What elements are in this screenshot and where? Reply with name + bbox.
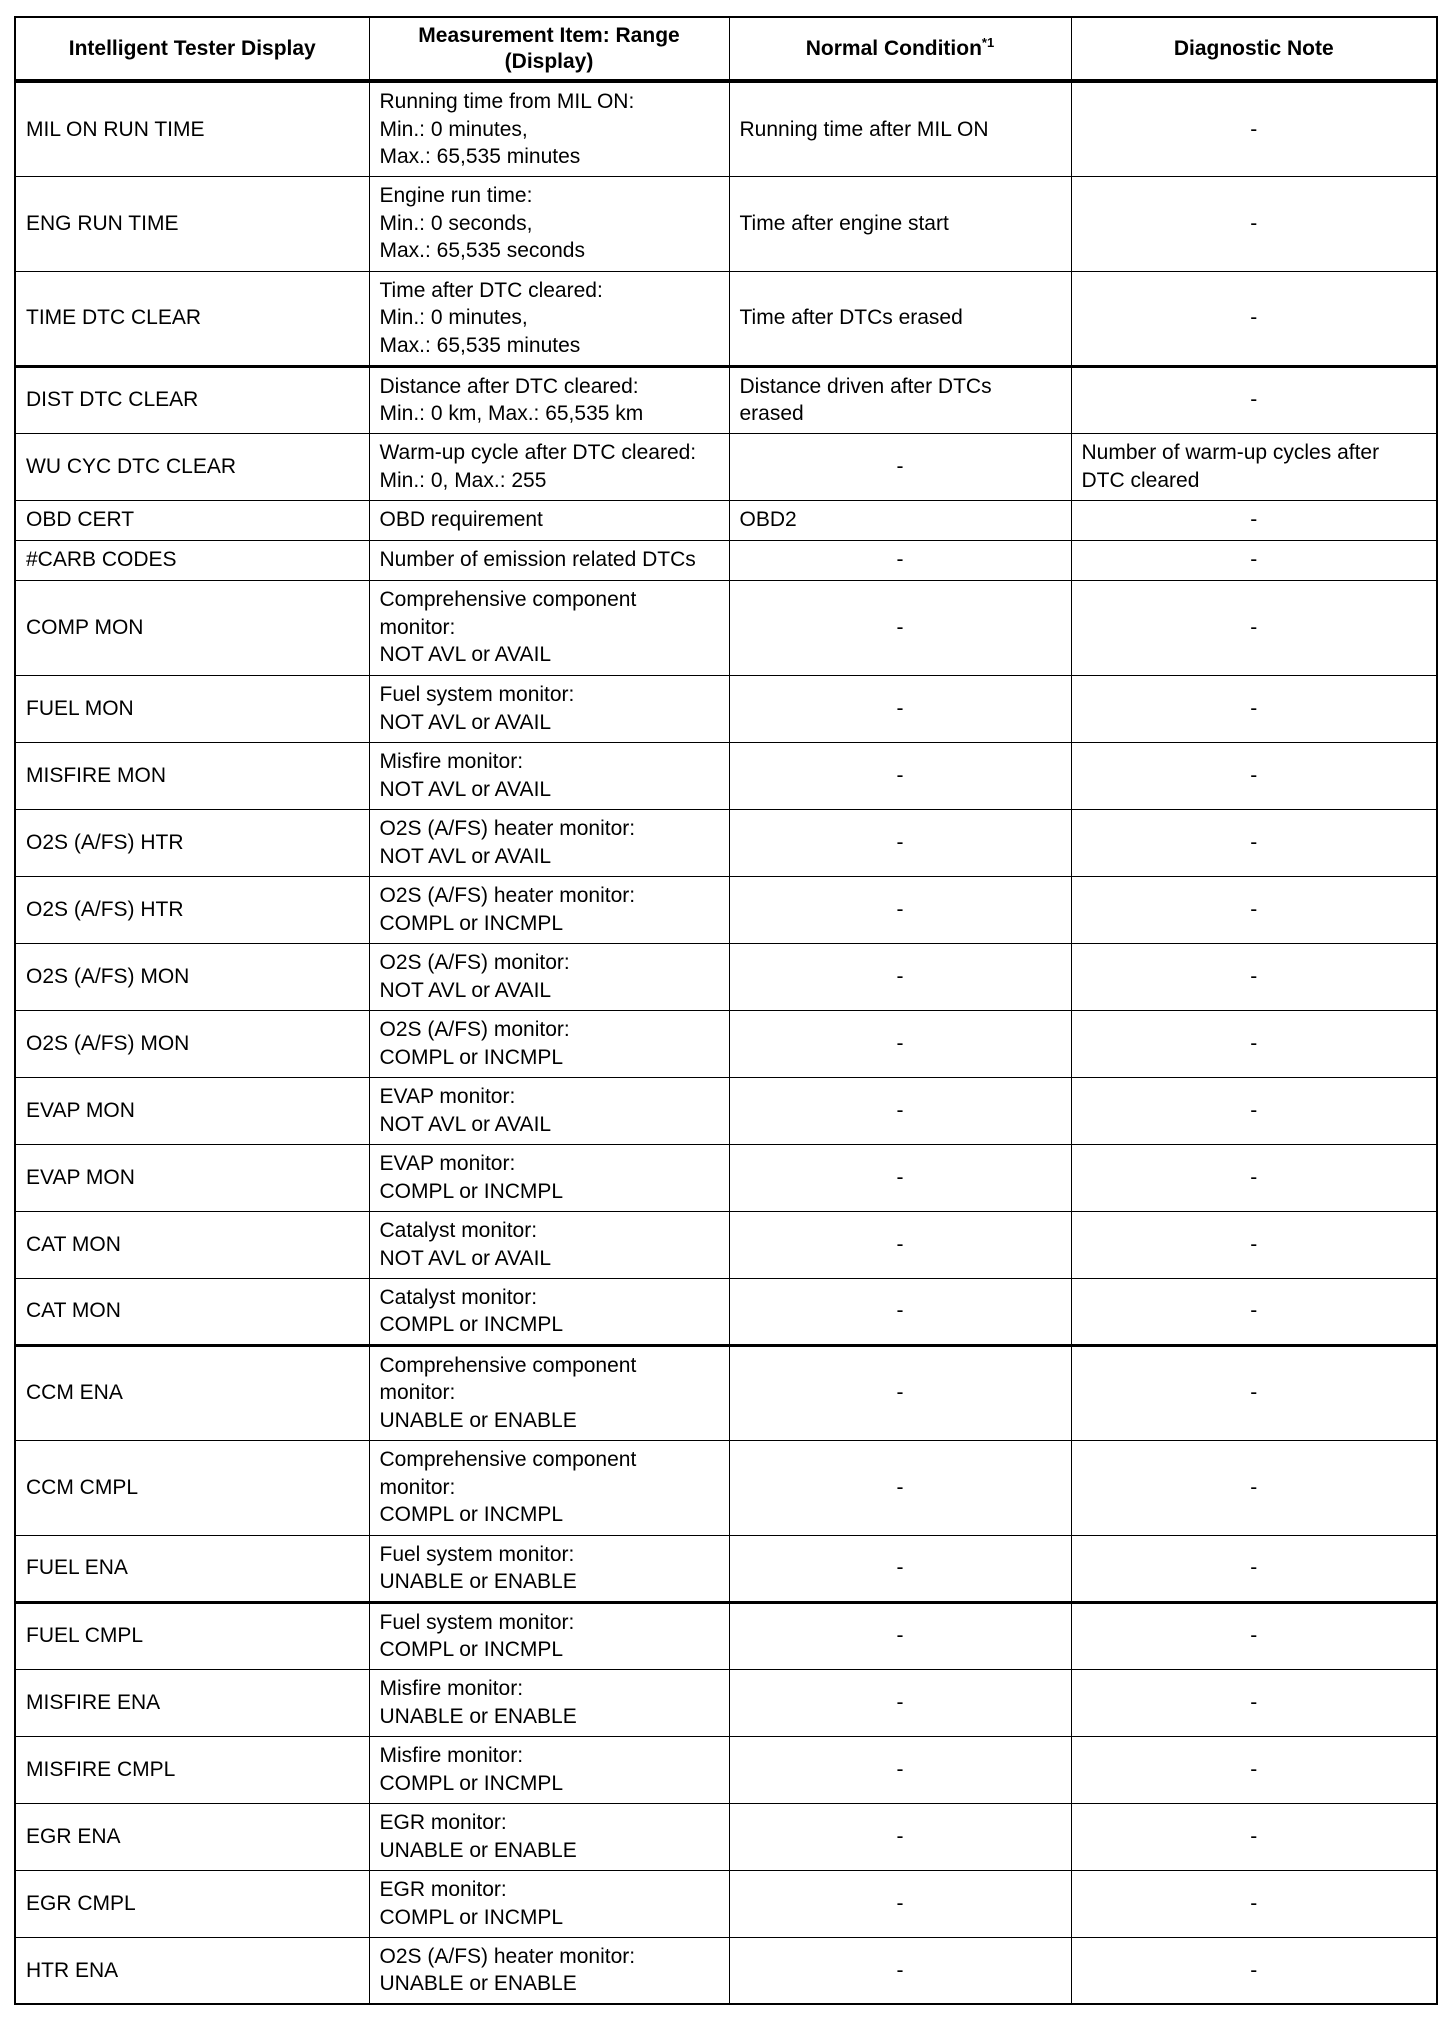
range-line: Engine run time: (379, 184, 533, 208)
cell-diagnostic-note: - (1071, 366, 1437, 433)
cell-measurement-range (369, 540, 729, 580)
range-line: Misfire monitor: (379, 1677, 524, 1700)
cell-diagnostic-note: - (1071, 540, 1437, 580)
range-line: Min.: 0 seconds, (379, 211, 533, 235)
cell-normal-condition: - (729, 1440, 1071, 1535)
range-line: COMPL or INCMPL (379, 1503, 564, 1527)
cell-normal-condition: Running time after MIL ON (729, 81, 1071, 176)
cell-tester-display: DIST DTC CLEAR (15, 366, 369, 433)
cell-diagnostic-note: - (1071, 876, 1437, 943)
range-line: Number of emission related DTCs (379, 548, 696, 572)
cell-tester-display: EGR ENA (15, 1803, 369, 1870)
cell-tester-display: OBD CERT (15, 500, 369, 540)
table-row (15, 675, 1437, 742)
range-line: EGR monitor: (379, 1811, 507, 1834)
range-line: O2S (A/FS) heater monitor: (379, 884, 636, 907)
range-line: O2S (A/FS) heater monitor: (379, 1944, 636, 1968)
cell-diagnostic-note: - (1071, 1669, 1437, 1736)
cell-diagnostic-note: - (1071, 742, 1437, 809)
cell-normal-condition: - (729, 675, 1071, 742)
table-row (15, 540, 1437, 580)
cell-diagnostic-note: - (1071, 81, 1437, 176)
range-line: Max.: 65,535 seconds (379, 239, 585, 263)
cell-measurement-range (369, 176, 729, 271)
range-line: Misfire monitor: (379, 750, 524, 773)
cell-diagnostic-note: - (1071, 1535, 1437, 1602)
cell-normal-condition: - (729, 876, 1071, 943)
table-row (15, 1803, 1437, 1870)
cell-tester-display: FUEL CMPL (15, 1602, 369, 1669)
cell-measurement-range (369, 1937, 729, 2004)
cell-tester-display: O2S (A/FS) HTR (15, 876, 369, 943)
range-line: monitor: (379, 1475, 456, 1499)
cell-measurement-range (369, 742, 729, 809)
range-line: NOT AVL or AVAIL (379, 844, 552, 868)
cell-normal-condition: - (729, 742, 1071, 809)
range-line: Max.: 65,535 minutes (379, 145, 581, 168)
table-row (15, 271, 1437, 366)
table-row (15, 176, 1437, 271)
range-line: Distance after DTC cleared: (379, 374, 639, 398)
cell-tester-display: HTR ENA (15, 1937, 369, 2004)
range-line: Fuel system monitor: (379, 683, 575, 706)
cell-measurement-range (369, 1602, 729, 1669)
cell-tester-display: EGR CMPL (15, 1870, 369, 1937)
range-line: COMPL or INCMPL (379, 1045, 564, 1069)
cell-tester-display: WU CYC DTC CLEAR (15, 433, 369, 500)
table-row (15, 1144, 1437, 1211)
cell-tester-display: ENG RUN TIME (15, 176, 369, 271)
cell-measurement-range (369, 809, 729, 876)
range-line: EVAP monitor: (379, 1085, 516, 1108)
range-line: COMPL or INCMPL (379, 1638, 564, 1661)
table-row (15, 366, 1437, 433)
table-row (15, 1870, 1437, 1937)
cell-normal-condition: Time after engine start (729, 176, 1071, 271)
cell-measurement-range (369, 1345, 729, 1440)
cell-tester-display: CAT MON (15, 1211, 369, 1278)
cell-normal-condition: - (729, 1144, 1071, 1211)
cell-diagnostic-note: - (1071, 1010, 1437, 1077)
cell-tester-display: CCM ENA (15, 1345, 369, 1440)
range-line: UNABLE or ENABLE (379, 1972, 577, 1996)
range-line: COMPL or INCMPL (379, 1771, 564, 1795)
cell-normal-condition: - (729, 1803, 1071, 1870)
cell-diagnostic-note: - (1071, 943, 1437, 1010)
cell-diagnostic-note: - (1071, 1736, 1437, 1803)
cell-diagnostic-note: - (1071, 1803, 1437, 1870)
cell-normal-condition: - (729, 1278, 1071, 1345)
data-list-sheet (14, 16, 1436, 2005)
range-line: Running time from MIL ON: (379, 90, 635, 113)
cell-measurement-range (369, 500, 729, 540)
range-line: EVAP monitor: (379, 1152, 516, 1175)
cell-tester-display: FUEL ENA (15, 1535, 369, 1602)
cell-tester-display: O2S (A/FS) MON (15, 1010, 369, 1077)
range-line: Fuel system monitor: (379, 1610, 575, 1634)
cell-normal-condition: - (729, 433, 1071, 500)
cell-normal-condition: - (729, 1010, 1071, 1077)
cell-measurement-range (369, 943, 729, 1010)
data-list-table (14, 16, 1438, 2005)
cell-normal-condition: - (729, 540, 1071, 580)
cell-normal-condition: - (729, 580, 1071, 675)
cell-diagnostic-note: - (1071, 271, 1437, 366)
cell-tester-display: O2S (A/FS) HTR (15, 809, 369, 876)
table-row (15, 809, 1437, 876)
cell-normal-condition: - (729, 1077, 1071, 1144)
cell-normal-condition: - (729, 943, 1071, 1010)
range-line: UNABLE or ENABLE (379, 1838, 577, 1862)
cell-normal-condition: - (729, 809, 1071, 876)
cell-measurement-range (369, 1669, 729, 1736)
range-line: UNABLE or ENABLE (379, 1570, 577, 1593)
cell-diagnostic-note: - (1071, 1211, 1437, 1278)
range-line: Comprehensive component (379, 1448, 637, 1472)
range-line: Min.: 0 minutes, (379, 117, 528, 141)
cell-tester-display: COMP MON (15, 580, 369, 675)
range-line: Warm-up cycle after DTC cleared: (379, 441, 697, 464)
cell-normal-condition: - (729, 1937, 1071, 2004)
range-line: O2S (A/FS) monitor: (379, 1018, 570, 1041)
footnote-marker: *1 (981, 34, 995, 50)
cell-measurement-range (369, 271, 729, 366)
table-row (15, 1077, 1437, 1144)
table-row (15, 500, 1437, 540)
cell-diagnostic-note: - (1071, 1144, 1437, 1211)
cell-measurement-range (369, 81, 729, 176)
cell-tester-display: FUEL MON (15, 675, 369, 742)
cell-tester-display: O2S (A/FS) MON (15, 943, 369, 1010)
range-line: Catalyst monitor: (379, 1219, 538, 1242)
range-line: monitor: (379, 615, 456, 639)
header-measurement-line1: Measurement Item: Range (418, 23, 680, 47)
cell-measurement-range (369, 1144, 729, 1211)
range-line: Min.: 0 km, Max.: 65,535 km (379, 402, 644, 425)
cell-measurement-range (369, 580, 729, 675)
cell-diagnostic-note: - (1071, 176, 1437, 271)
cell-normal-condition: - (729, 1870, 1071, 1937)
cell-tester-display: CCM CMPL (15, 1440, 369, 1535)
range-line: Fuel system monitor: (379, 1542, 575, 1566)
range-line: Misfire monitor: (379, 1744, 524, 1767)
cell-tester-display: MIL ON RUN TIME (15, 81, 369, 176)
cell-measurement-range (369, 1535, 729, 1602)
range-line: EGR monitor: (379, 1878, 507, 1901)
range-line: Max.: 65,535 minutes (379, 333, 581, 357)
table-body (15, 81, 1437, 2004)
range-line: COMPL or INCMPL (379, 1905, 564, 1929)
range-line: NOT AVL or AVAIL (379, 1246, 552, 1270)
cell-measurement-range (369, 1440, 729, 1535)
header-measurement-item (369, 17, 729, 81)
range-line: NOT AVL or AVAIL (379, 777, 552, 801)
table-header-row (15, 17, 1437, 81)
range-line: Catalyst monitor: (379, 1285, 538, 1309)
range-line: COMPL or INCMPL (379, 911, 564, 935)
range-line: UNABLE or ENABLE (379, 1408, 577, 1432)
table-row (15, 81, 1437, 176)
range-line: OBD requirement (379, 508, 543, 532)
table-row (15, 1602, 1437, 1669)
range-line: COMPL or INCMPL (379, 1179, 564, 1203)
cell-normal-condition: - (729, 1345, 1071, 1440)
cell-measurement-range (369, 876, 729, 943)
cell-tester-display: MISFIRE MON (15, 742, 369, 809)
cell-tester-display: #CARB CODES (15, 540, 369, 580)
range-line: Comprehensive component (379, 1353, 637, 1377)
cell-measurement-range (369, 1870, 729, 1937)
header-measurement-line2: (Display) (504, 49, 594, 73)
cell-diagnostic-note: - (1071, 809, 1437, 876)
cell-diagnostic-note: - (1071, 1602, 1437, 1669)
header-normal-condition (729, 17, 1071, 81)
cell-tester-display: MISFIRE CMPL (15, 1736, 369, 1803)
cell-diagnostic-note: - (1071, 580, 1437, 675)
range-line: Min.: 0, Max.: 255 (379, 468, 547, 492)
cell-measurement-range (369, 675, 729, 742)
table-row (15, 1937, 1437, 2004)
cell-tester-display: CAT MON (15, 1278, 369, 1345)
table-row (15, 1440, 1437, 1535)
cell-diagnostic-note: - (1071, 1937, 1437, 2004)
cell-measurement-range (369, 1010, 729, 1077)
cell-normal-condition: - (729, 1669, 1071, 1736)
cell-tester-display: MISFIRE ENA (15, 1669, 369, 1736)
table-row (15, 1535, 1437, 1602)
range-line: NOT AVL or AVAIL (379, 710, 552, 734)
header-tester-display: Intelligent Tester Display (15, 17, 369, 81)
range-line: NOT AVL or AVAIL (379, 978, 552, 1002)
range-line: Comprehensive component (379, 588, 637, 612)
table-row (15, 943, 1437, 1010)
cell-measurement-range (369, 366, 729, 433)
cell-measurement-range (369, 433, 729, 500)
cell-normal-condition: - (729, 1602, 1071, 1669)
table-row (15, 742, 1437, 809)
cell-measurement-range (369, 1211, 729, 1278)
cell-measurement-range (369, 1736, 729, 1803)
cell-normal-condition: - (729, 1736, 1071, 1803)
header-diagnostic-note: Diagnostic Note (1071, 17, 1437, 81)
table-row (15, 1278, 1437, 1345)
cell-normal-condition: - (729, 1211, 1071, 1278)
cell-normal-condition: Time after DTCs erased (729, 271, 1071, 366)
cell-diagnostic-note: Number of warm-up cycles after DTC cleared (1071, 433, 1437, 500)
cell-normal-condition: - (729, 1535, 1071, 1602)
cell-normal-condition: Distance driven after DTCs erased (729, 366, 1071, 433)
table-row (15, 1010, 1437, 1077)
range-line: monitor: (379, 1381, 456, 1405)
table-row (15, 1736, 1437, 1803)
table-row (15, 876, 1437, 943)
cell-tester-display: TIME DTC CLEAR (15, 271, 369, 366)
range-line: Time after DTC cleared: (379, 278, 603, 302)
cell-diagnostic-note: - (1071, 1870, 1437, 1937)
range-line: NOT AVL or AVAIL (379, 1112, 552, 1136)
range-line: O2S (A/FS) heater monitor: (379, 817, 636, 840)
cell-normal-condition: OBD2 (729, 500, 1071, 540)
cell-measurement-range (369, 1803, 729, 1870)
cell-tester-display: EVAP MON (15, 1077, 369, 1144)
cell-measurement-range (369, 1278, 729, 1345)
cell-tester-display: EVAP MON (15, 1144, 369, 1211)
cell-diagnostic-note: - (1071, 1345, 1437, 1440)
table-row (15, 1211, 1437, 1278)
header-normal-condition-label: Normal Condition (805, 36, 982, 60)
range-line: UNABLE or ENABLE (379, 1704, 577, 1728)
range-line: NOT AVL or AVAIL (379, 643, 552, 667)
cell-measurement-range (369, 1077, 729, 1144)
cell-diagnostic-note: - (1071, 1440, 1437, 1535)
cell-diagnostic-note: - (1071, 1278, 1437, 1345)
table-row (15, 580, 1437, 675)
cell-diagnostic-note: - (1071, 675, 1437, 742)
cell-diagnostic-note: - (1071, 500, 1437, 540)
table-row (15, 1345, 1437, 1440)
table-row (15, 1669, 1437, 1736)
range-line: Min.: 0 minutes, (379, 306, 528, 330)
cell-diagnostic-note: - (1071, 1077, 1437, 1144)
range-line: COMPL or INCMPL (379, 1313, 564, 1336)
table-row (15, 433, 1437, 500)
range-line: O2S (A/FS) monitor: (379, 951, 570, 974)
